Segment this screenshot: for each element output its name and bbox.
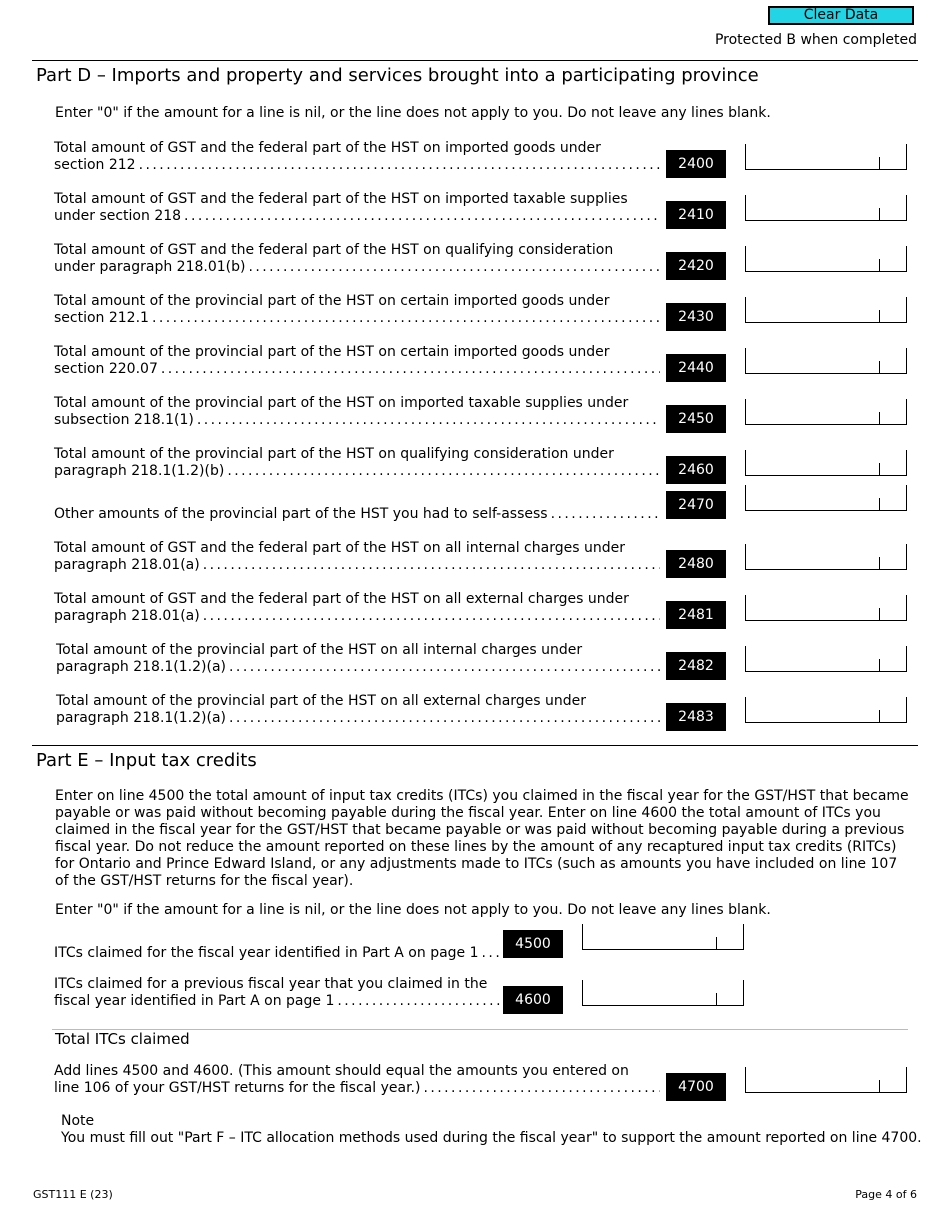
- cents-divider: [879, 710, 880, 722]
- line-description-1: Total amount of GST and the federal part of the HST on all external charges under: [54, 591, 629, 607]
- cents-divider: [879, 659, 880, 671]
- line-description: [54, 191, 660, 225]
- line-description-2: ITCs claimed for the fiscal year identified in Part A on page 1: [54, 945, 479, 961]
- cents-divider: [879, 608, 880, 620]
- line-2460: [0, 446, 950, 486]
- total-itcs-heading: Total ITCs claimed: [55, 1030, 190, 1048]
- line-description-2: paragraph 218.01(a): [54, 557, 200, 573]
- line-2481: [0, 591, 950, 631]
- line-code-4600: 4600: [503, 986, 563, 1014]
- amount-field-2410[interactable]: [745, 195, 907, 221]
- line-description-2: line 106 of your GST/HST returns for the fiscal year.): [54, 1080, 421, 1096]
- cents-divider: [879, 557, 880, 569]
- line-2450: [0, 395, 950, 435]
- cents-divider: [879, 259, 880, 271]
- note-text: You must fill out "Part F – ITC allocation methods used during the fiscal year" to support the amount reported on line 4700.: [61, 1130, 922, 1146]
- amount-field-4700[interactable]: [745, 1067, 907, 1093]
- leader-dots: [161, 361, 660, 378]
- line-description-1: Add lines 4500 and 4600. (This amount should equal the amounts you entered on: [54, 1063, 629, 1079]
- cents-divider: [879, 463, 880, 475]
- line-description: [54, 1063, 660, 1097]
- cents-divider: [879, 361, 880, 373]
- line-code-2440: 2440: [666, 354, 726, 382]
- line-description: [54, 140, 660, 174]
- amount-field-2450[interactable]: [745, 399, 907, 425]
- line-2430: [0, 293, 950, 333]
- line-code-4500: 4500: [503, 930, 563, 958]
- note-title: Note: [61, 1113, 95, 1129]
- line-description: [54, 976, 500, 1010]
- amount-field-2483[interactable]: [745, 697, 907, 723]
- line-description: [54, 506, 660, 523]
- line-code-2481: 2481: [666, 601, 726, 629]
- cents-divider: [879, 412, 880, 424]
- line-description: [54, 591, 660, 625]
- leader-dots: [203, 608, 660, 625]
- line-description-1: Total amount of the provincial part of the HST on all internal charges under: [56, 642, 583, 658]
- amount-field-2400[interactable]: [745, 144, 907, 170]
- line-description-2: section 220.07: [54, 361, 158, 377]
- line-code-2420: 2420: [666, 252, 726, 280]
- line-4700: [0, 1063, 950, 1103]
- leader-dots: [184, 208, 660, 225]
- leader-dots: [482, 945, 500, 962]
- line-2410: [0, 191, 950, 231]
- line-code-4700: 4700: [666, 1073, 726, 1101]
- cents-divider: [716, 993, 717, 1005]
- line-code-2410: 2410: [666, 201, 726, 229]
- line-description: [54, 293, 660, 327]
- line-description-2: Other amounts of the provincial part of the HST you had to self-assess: [54, 506, 548, 522]
- line-description-1: Total amount of GST and the federal part of the HST on qualifying consideration: [54, 242, 614, 258]
- part-d-instruction: Enter "0" if the amount for a line is nil, or the line does not apply to you. Do not leave any lines blank.: [55, 105, 771, 121]
- line-4600: [0, 976, 950, 1016]
- line-description-2: fiscal year identified in Part A on page 1: [54, 993, 335, 1009]
- leader-dots: [203, 557, 660, 574]
- line-2440: [0, 344, 950, 384]
- line-description-1: Total amount of the provincial part of the HST on imported taxable supplies under: [54, 395, 629, 411]
- amount-field-2481[interactable]: [745, 595, 907, 621]
- leader-dots: [337, 993, 500, 1010]
- line-description: [56, 642, 662, 676]
- part-e-title: Part E – Input tax credits: [36, 750, 257, 771]
- line-description-1: Total amount of the provincial part of the HST on qualifying consideration under: [54, 446, 614, 462]
- line-description-2: paragraph 218.1(1.2)(b): [54, 463, 225, 479]
- amount-field-2460[interactable]: [745, 450, 907, 476]
- line-code-2400: 2400: [666, 150, 726, 178]
- cents-divider: [879, 1080, 880, 1092]
- line-2482: [0, 642, 950, 682]
- line-description-2: section 212: [54, 157, 136, 173]
- line-code-2483: 2483: [666, 703, 726, 731]
- line-2480: [0, 540, 950, 580]
- line-4500: [0, 928, 950, 968]
- line-description-1: Total amount of the provincial part of the HST on certain imported goods under: [54, 293, 610, 309]
- cents-divider: [879, 157, 880, 169]
- leader-dots: [551, 506, 660, 523]
- line-description-2: subsection 218.1(1): [54, 412, 194, 428]
- line-2400: [0, 140, 950, 180]
- form-id: GST111 E (23): [33, 1188, 113, 1201]
- leader-dots: [227, 463, 660, 480]
- leader-dots: [423, 1080, 660, 1097]
- amount-field-4600[interactable]: [582, 980, 744, 1006]
- line-description: [54, 395, 660, 429]
- amount-field-4500[interactable]: [582, 924, 744, 950]
- line-description-2: section 212.1: [54, 310, 149, 326]
- line-description-1: Total amount of the provincial part of the HST on all external charges under: [56, 693, 587, 709]
- line-code-2482: 2482: [666, 652, 726, 680]
- leader-dots: [197, 412, 660, 429]
- line-description: [54, 945, 500, 962]
- line-description-1: Total amount of the provincial part of the HST on certain imported goods under: [54, 344, 610, 360]
- amount-field-2430[interactable]: [745, 297, 907, 323]
- leader-dots: [229, 710, 662, 727]
- line-description-1: Total amount of GST and the federal part of the HST on all internal charges under: [54, 540, 625, 556]
- part-e-paragraph: Enter on line 4500 the total amount of input tax credits (ITCs) you claimed in the fiscal year for the GST/HST that became payable or was paid without becoming payable during the fiscal year. Enter on line 4600 the total amount of ITCs you claimed in the fiscal year for the GST/HST that became payable or was paid without becoming payable during a previous fiscal year. Do not reduce the amount reported on these lines by the amount of any recaptured input tax credits (RITCs) for Ontario and Prince Edward Island, or any adjustments made to ITCs (such as amounts you have included on line 107 of the GST/HST returns for the fiscal year).: [55, 788, 909, 889]
- part-d-title: Part D – Imports and property and services brought into a participating province: [36, 65, 759, 86]
- amount-field-2420[interactable]: [745, 246, 907, 272]
- leader-dots: [229, 659, 662, 676]
- line-description: [54, 540, 660, 574]
- leader-dots: [139, 157, 660, 174]
- leader-dots: [152, 310, 660, 327]
- cents-divider: [879, 208, 880, 220]
- line-description-2: paragraph 218.01(a): [54, 608, 200, 624]
- cents-divider: [879, 498, 880, 510]
- line-2483: [0, 693, 950, 733]
- protected-b-label: Protected B when completed: [714, 32, 917, 48]
- line-description: [54, 446, 660, 480]
- line-description: [54, 242, 660, 276]
- line-description-1: Total amount of GST and the federal part of the HST on imported goods under: [54, 140, 601, 156]
- part-e-instruction: Enter "0" if the amount for a line is nil, or the line does not apply to you. Do not leave any lines blank.: [55, 902, 771, 918]
- line-description-2: under paragraph 218.01(b): [54, 259, 246, 275]
- line-code-2460: 2460: [666, 456, 726, 484]
- divider: [32, 60, 918, 61]
- amount-field-2470[interactable]: [745, 485, 907, 511]
- line-code-2450: 2450: [666, 405, 726, 433]
- amount-field-2440[interactable]: [745, 348, 907, 374]
- page-number: Page 4 of 6: [855, 1188, 917, 1201]
- clear-data-button[interactable]: Clear Data: [768, 6, 914, 25]
- cents-divider: [879, 310, 880, 322]
- divider: [32, 745, 918, 746]
- cents-divider: [716, 937, 717, 949]
- leader-dots: [248, 259, 660, 276]
- amount-field-2482[interactable]: [745, 646, 907, 672]
- line-description: [56, 693, 662, 727]
- line-code-2430: 2430: [666, 303, 726, 331]
- line-description: [54, 344, 660, 378]
- line-description-1: Total amount of GST and the federal part of the HST on imported taxable supplies: [54, 191, 628, 207]
- amount-field-2480[interactable]: [745, 544, 907, 570]
- line-description-2: paragraph 218.1(1.2)(a): [56, 659, 227, 675]
- line-2420: [0, 242, 950, 282]
- line-2470: [0, 489, 950, 529]
- line-description-2: under section 218: [54, 208, 182, 224]
- line-description-1: ITCs claimed for a previous fiscal year that you claimed in the: [54, 976, 488, 992]
- line-code-2480: 2480: [666, 550, 726, 578]
- line-description-2: paragraph 218.1(1.2)(a): [56, 710, 227, 726]
- line-code-2470: 2470: [666, 491, 726, 519]
